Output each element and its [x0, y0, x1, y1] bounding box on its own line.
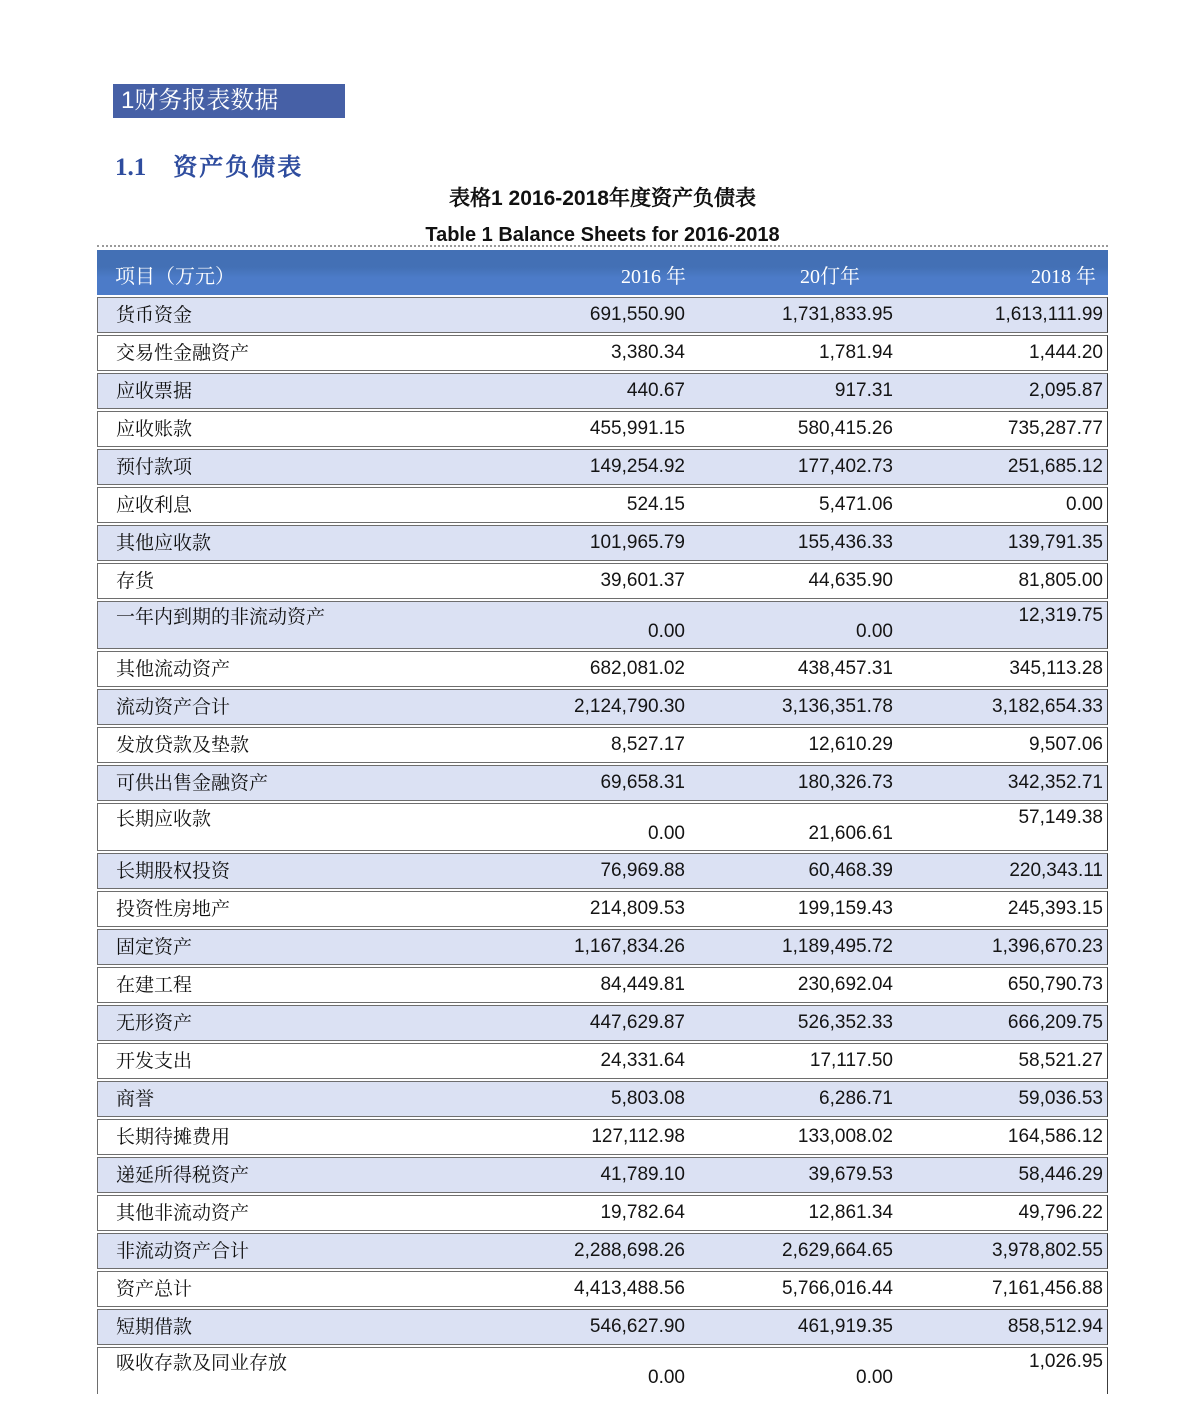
- cell-2017: 60,468.39: [808, 859, 893, 881]
- table-row: [97, 373, 1108, 409]
- cell-2017: 177,402.73: [797, 455, 893, 477]
- table-row: [97, 411, 1108, 447]
- cell-2016: 8,527.17: [611, 733, 685, 755]
- cell-2016: 1,167,834.26: [574, 935, 685, 957]
- row-label: 其他非流动资产: [116, 1201, 250, 1224]
- cell-2017: 438,457.31: [797, 657, 893, 679]
- table-header-2018: 2018 年: [1031, 265, 1096, 288]
- cell-2016: 546,627.90: [589, 1315, 685, 1337]
- cell-2018: 3,182,654.33: [992, 695, 1103, 717]
- cell-2018: 245,393.15: [1007, 897, 1103, 919]
- subsection-number: 1.1: [115, 154, 147, 181]
- cell-2016: 69,658.31: [600, 771, 685, 793]
- table-header-2016: 2016 年: [621, 265, 686, 288]
- row-label: 应收票据: [116, 379, 193, 402]
- table-row: [97, 601, 1108, 649]
- row-label: 应收账款: [116, 417, 193, 440]
- cell-2016: 214,809.53: [589, 897, 685, 919]
- cell-2018: 7,161,456.88: [992, 1277, 1103, 1299]
- row-label: 应收利息: [116, 493, 193, 516]
- cell-2016: 24,331.64: [600, 1049, 685, 1071]
- row-label: 可供出售金融资产: [116, 771, 269, 794]
- row-label: 长期股权投资: [116, 859, 231, 882]
- cell-2017: 526,352.33: [797, 1011, 893, 1033]
- row-label: 交易性金融资产: [116, 341, 250, 364]
- cell-2018: 342,352.71: [1007, 771, 1103, 793]
- table-header-item-column: 项目（万元）: [115, 265, 235, 288]
- row-label: 固定资产: [116, 935, 193, 958]
- cell-2016: 2,288,698.26: [574, 1239, 685, 1261]
- cell-2017: 1,731,833.95: [782, 303, 893, 325]
- cell-2016: 149,254.92: [589, 455, 685, 477]
- cell-2018: 9,507.06: [1029, 733, 1103, 755]
- table-body: [97, 297, 1108, 1394]
- cell-2016: 127,112.98: [591, 1125, 685, 1147]
- cell-2017: 155,436.33: [797, 531, 893, 553]
- cell-2016: 455,991.15: [589, 417, 685, 439]
- cell-2018: 735,287.77: [1007, 417, 1103, 439]
- cell-2017: 6,286.71: [819, 1087, 893, 1109]
- table-row: [97, 1195, 1108, 1231]
- row-label: 递延所得税资产: [116, 1163, 250, 1186]
- cell-2018: 1,396,670.23: [992, 935, 1103, 957]
- cell-2017: 5,766,016.44: [782, 1277, 893, 1299]
- cell-2017: 133,008.02: [797, 1125, 893, 1147]
- cell-2018: 650,790.73: [1007, 973, 1103, 995]
- cell-2017: 230,692.04: [797, 973, 893, 995]
- table-row: [97, 297, 1108, 333]
- row-label: 发放贷款及垫款: [116, 733, 250, 756]
- cell-2017: 12,861.34: [808, 1201, 893, 1223]
- cell-2017: 180,326.73: [797, 771, 893, 793]
- table-row: [97, 765, 1108, 801]
- cell-2018: 59,036.53: [1018, 1087, 1103, 1109]
- cell-2016: 84,449.81: [600, 973, 685, 995]
- cell-2018: 220,343.11: [1009, 859, 1103, 881]
- cell-2018: 81,805.00: [1018, 569, 1103, 591]
- table-row: [97, 449, 1108, 485]
- cell-2017: 0.00: [856, 621, 893, 643]
- table-row: [97, 1119, 1108, 1155]
- table-row: [97, 563, 1108, 599]
- table-row: [97, 853, 1108, 889]
- table-row: [97, 1309, 1108, 1345]
- row-label: 开发支出: [116, 1049, 193, 1072]
- cell-2016: 19,782.64: [600, 1201, 685, 1223]
- table-row: [97, 1271, 1108, 1307]
- cell-2017: 0.00: [856, 1367, 893, 1389]
- table-caption-zh: 表格1 2016-2018年度资产负债表: [449, 187, 756, 210]
- cell-2016: 447,629.87: [589, 1011, 685, 1033]
- row-label: 吸收存款及同业存放: [116, 1352, 288, 1374]
- cell-2017: 199,159.43: [797, 897, 893, 919]
- row-label: 非流动资产合计: [116, 1239, 250, 1262]
- cell-2017: 21,606.61: [808, 823, 893, 845]
- cell-2018: 858,512.94: [1007, 1315, 1103, 1337]
- cell-2018: 58,521.27: [1018, 1049, 1103, 1071]
- row-label: 货币资金: [116, 303, 193, 326]
- table-row: [97, 967, 1108, 1003]
- cell-2018: 49,796.22: [1018, 1201, 1103, 1223]
- cell-2016: 41,789.10: [600, 1163, 685, 1185]
- row-label: 长期应收款: [116, 808, 212, 830]
- table-row: [97, 335, 1108, 371]
- table-row: [97, 1081, 1108, 1117]
- section-banner: 1财务报表数据: [113, 84, 345, 118]
- cell-2016: 76,969.88: [600, 859, 685, 881]
- table-row: [97, 1005, 1108, 1041]
- cell-2017: 1,189,495.72: [782, 935, 893, 957]
- cell-2017: 5,471.06: [819, 493, 893, 515]
- cell-2016: 691,550.90: [589, 303, 685, 325]
- cell-2018: 58,446.29: [1018, 1163, 1103, 1185]
- row-label: 无形资产: [116, 1011, 193, 1034]
- row-label: 长期待摊费用: [116, 1125, 231, 1148]
- cell-2018: 3,978,802.55: [992, 1239, 1103, 1261]
- cell-2018: 1,026.95: [1029, 1351, 1103, 1372]
- table-header-row: [97, 250, 1108, 295]
- cell-2016: 524.15: [626, 493, 685, 515]
- cell-2017: 12,610.29: [808, 733, 893, 755]
- row-label: 一年内到期的非流动资产: [116, 606, 326, 628]
- cell-2017: 39,679.53: [808, 1163, 893, 1185]
- cell-2017: 917.31: [834, 379, 893, 401]
- row-label: 预付款项: [116, 455, 193, 478]
- table-row: [97, 1347, 1108, 1394]
- cell-2017: 461,919.35: [797, 1315, 893, 1337]
- cell-2016: 0.00: [648, 1367, 685, 1389]
- table-row: [97, 727, 1108, 763]
- cell-2018: 12,319.75: [1018, 605, 1103, 626]
- cell-2018: 1,613,111.99: [994, 303, 1103, 325]
- cell-2016: 0.00: [648, 621, 685, 643]
- cell-2016: 0.00: [648, 823, 685, 845]
- table-header-2017: 20仃年: [800, 265, 860, 288]
- row-label: 短期借款: [116, 1315, 193, 1338]
- table-row: [97, 803, 1108, 851]
- cell-2016: 4,413,488.56: [574, 1277, 685, 1299]
- cell-2018: 0.00: [1066, 493, 1103, 515]
- row-label: 其他应收款: [116, 531, 212, 554]
- table-row: [97, 1157, 1108, 1193]
- cell-2016: 101,965.79: [589, 531, 685, 553]
- row-label: 流动资产合计: [116, 695, 231, 718]
- cell-2018: 251,685.12: [1007, 455, 1103, 477]
- table-row: [97, 651, 1108, 687]
- cell-2016: 682,081.02: [589, 657, 685, 679]
- table-row: [97, 929, 1108, 965]
- table-row: [97, 1043, 1108, 1079]
- table-caption-en: Table 1 Balance Sheets for 2016-2018: [425, 224, 780, 246]
- row-label: 存货: [116, 569, 155, 592]
- cell-2016: 3,380.34: [611, 341, 685, 363]
- table-top-dotted-border: [97, 245, 1108, 247]
- cell-2018: 139,791.35: [1007, 531, 1103, 553]
- cell-2016: 440.67: [626, 379, 685, 401]
- subsection-title: 资产负债表: [173, 154, 304, 181]
- table-row: [97, 689, 1108, 725]
- cell-2017: 1,781.94: [819, 341, 893, 363]
- cell-2017: 3,136,351.78: [782, 695, 893, 717]
- cell-2016: 39,601.37: [600, 569, 685, 591]
- cell-2018: 2,095.87: [1029, 379, 1103, 401]
- cell-2016: 5,803.08: [611, 1087, 685, 1109]
- row-label: 其他流动资产: [116, 657, 231, 680]
- table-row: [97, 891, 1108, 927]
- cell-2018: 164,586.12: [1007, 1125, 1103, 1147]
- row-label: 资产总计: [116, 1277, 193, 1300]
- cell-2018: 1,444.20: [1029, 341, 1103, 363]
- cell-2018: 345,113.28: [1009, 657, 1103, 679]
- cell-2018: 57,149.38: [1018, 807, 1103, 828]
- balance-sheet-table: [97, 245, 1108, 1394]
- cell-2016: 2,124,790.30: [574, 695, 685, 717]
- table-row: [97, 487, 1108, 523]
- cell-2017: 2,629,664.65: [782, 1239, 893, 1261]
- row-label: 商誉: [116, 1087, 155, 1110]
- subsection-heading: [115, 147, 303, 182]
- cell-2018: 666,209.75: [1007, 1011, 1103, 1033]
- table-row: [97, 1233, 1108, 1269]
- cell-2017: 17,117.50: [809, 1049, 893, 1071]
- table-row: [97, 525, 1108, 561]
- row-label: 在建工程: [116, 973, 193, 996]
- cell-2017: 44,635.90: [808, 569, 893, 591]
- cell-2017: 580,415.26: [797, 417, 893, 439]
- row-label: 投资性房地产: [116, 897, 231, 920]
